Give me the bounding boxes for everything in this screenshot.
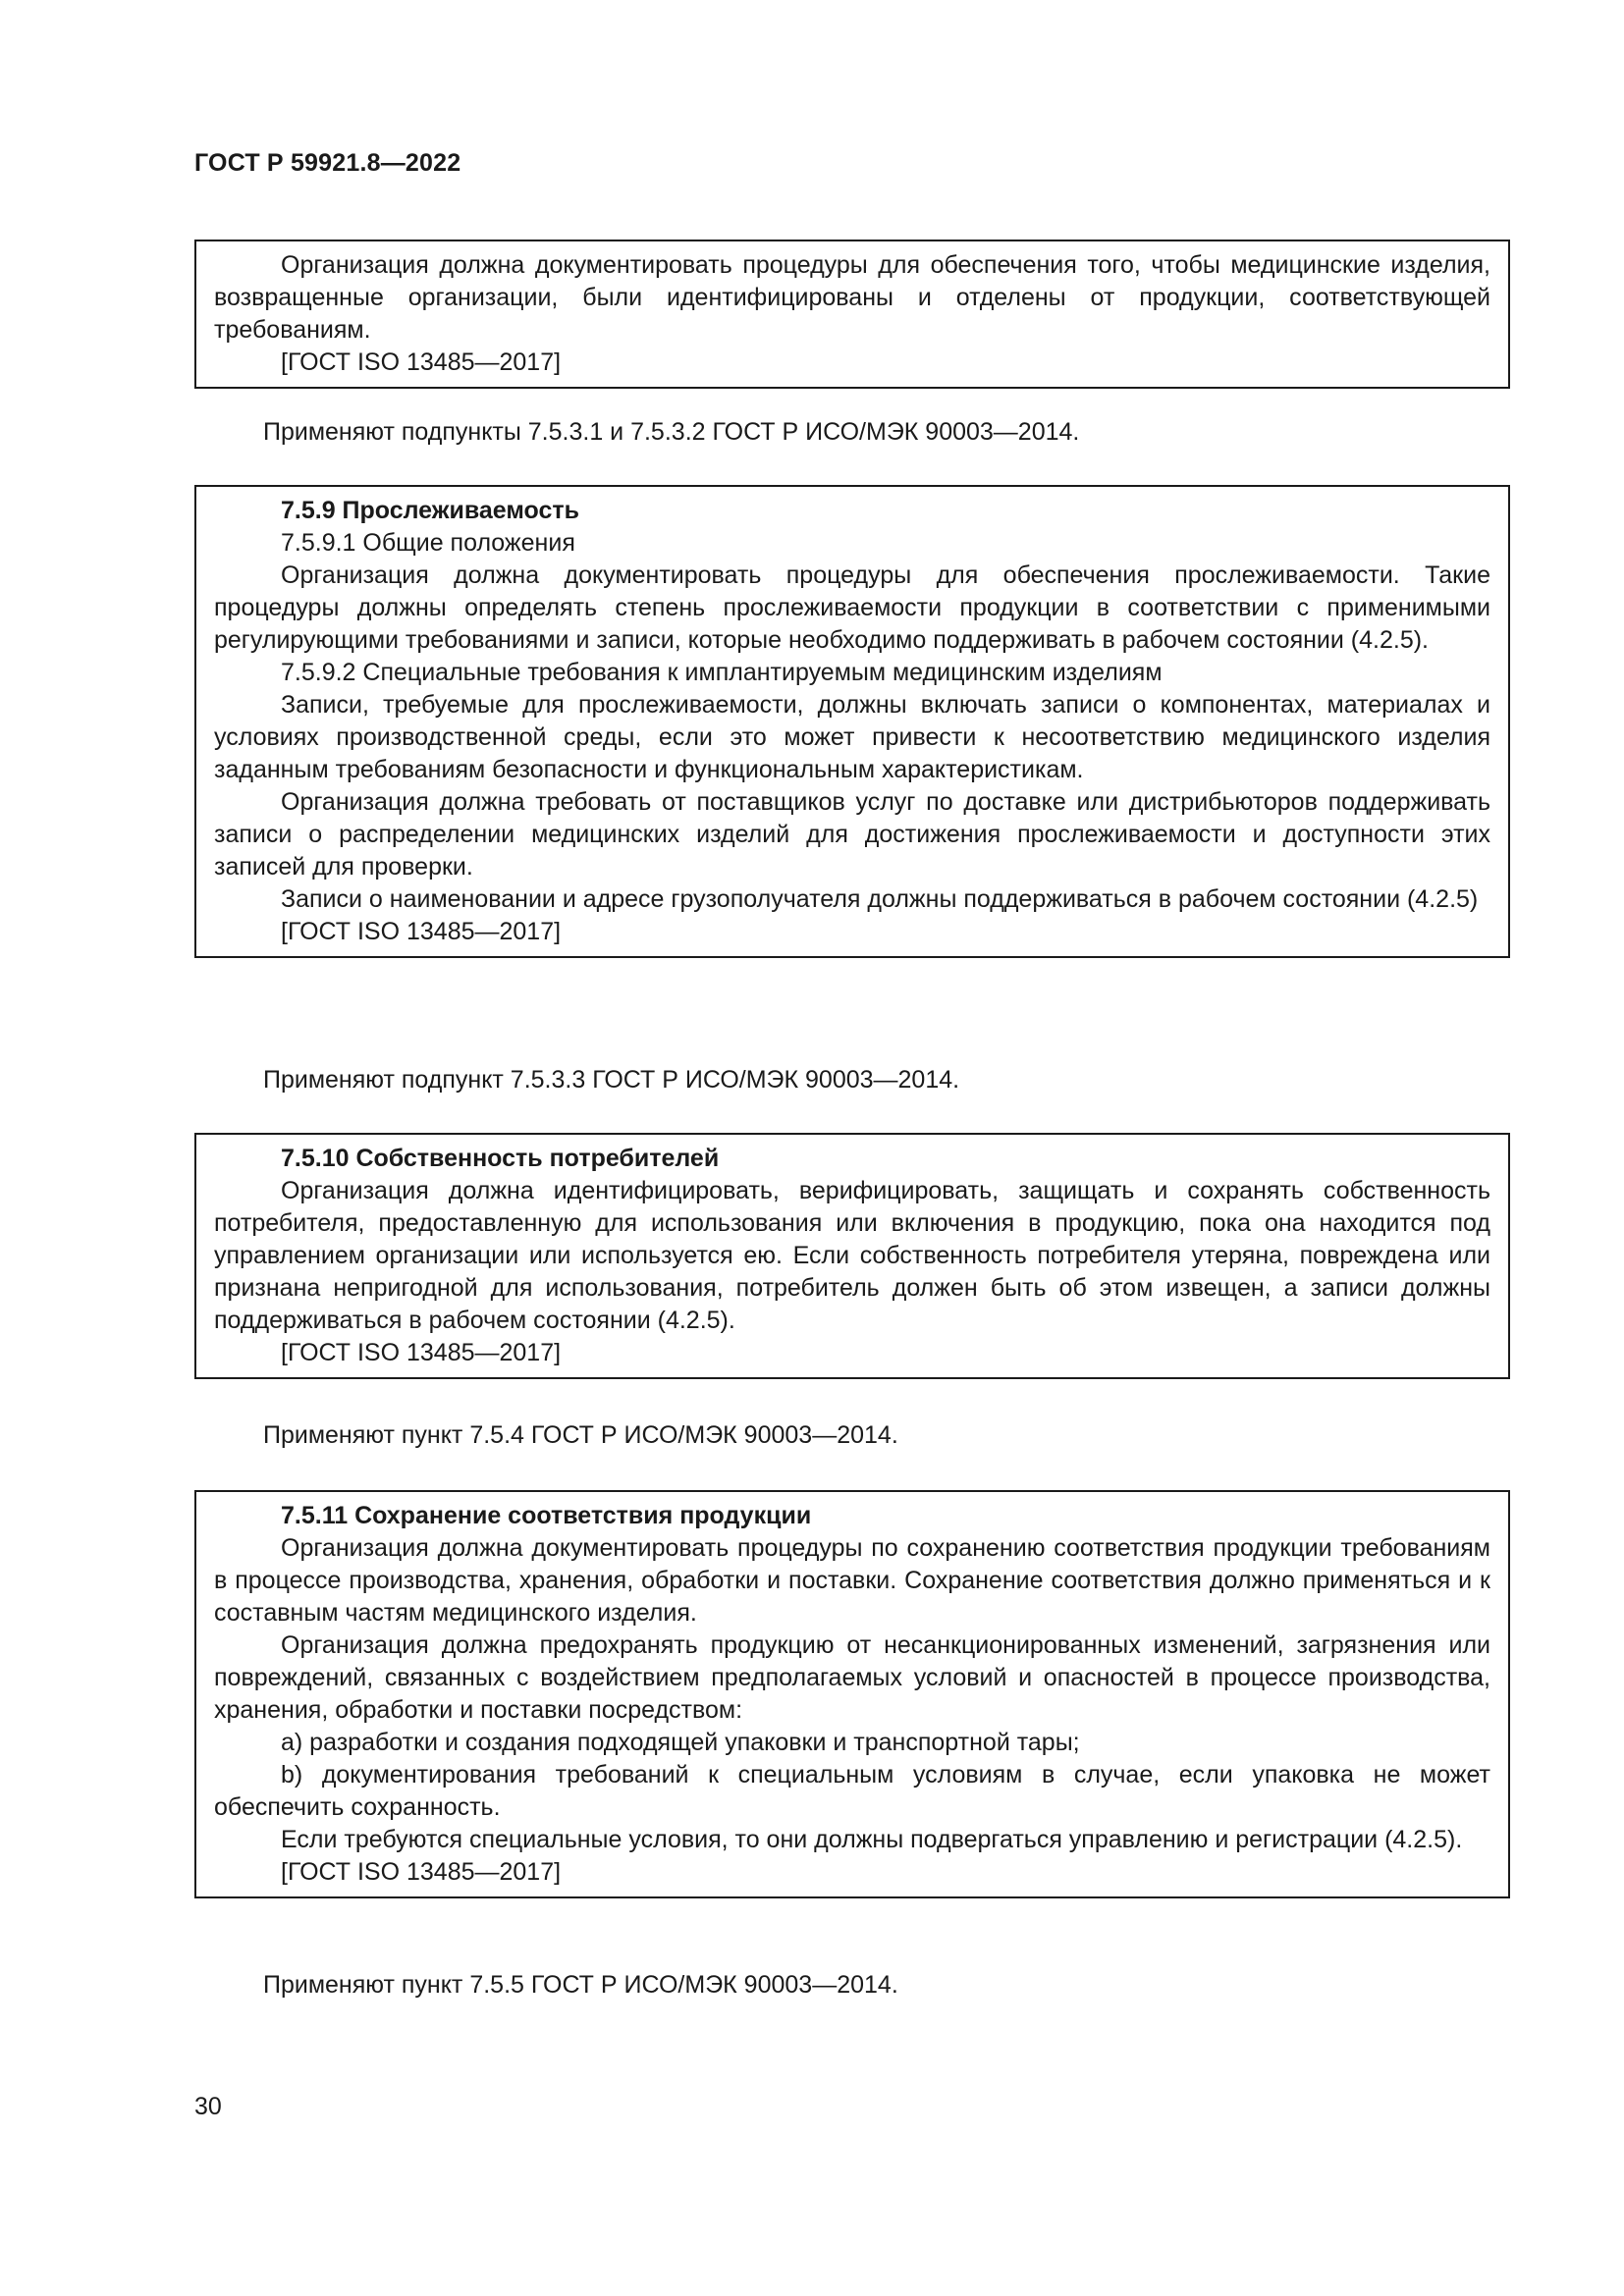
box2-paragraph-4: Записи о наименовании и адресе грузополучателя должны поддерживаться в рабочем состоянии (4.2.5) (281, 885, 1479, 913)
box3-heading (214, 1143, 1490, 1175)
box1-reference: [ГОСТ ISO 13485—2017] (281, 348, 562, 376)
quote-box-returned-devices (194, 240, 1510, 389)
applies-paragraph-1: Применяют подпункты 7.5.3.1 и 7.5.3.2 ГОСТ Р ИСО/МЭК 90003—2014. (263, 418, 1080, 446)
box4-heading-text: 7.5.11 Сохранение соответствия продукции (281, 1502, 812, 1529)
applies-paragraph-2: Применяют подпункт 7.5.3.3 ГОСТ Р ИСО/МЭК 90003—2014. (263, 1066, 960, 1094)
quote-box-preservation (194, 1490, 1510, 1898)
box4-heading (214, 1500, 1490, 1532)
box2-paragraph-3: Организация должна требовать от поставщиков услуг по доставке или дистрибьюторов поддерживать записи о распределении медицинских изделий для достижения прослеживаемости и доступности этих записей для проверки. (214, 788, 1490, 881)
box4-reference: [ГОСТ ISO 13485—2017] (281, 1858, 562, 1886)
box2-heading-text: 7.5.9 Прослеживаемость (281, 497, 579, 524)
box4-paragraph-1: Организация должна документировать процедуры по сохранению соответствия продукции требованиям в процессе производства, хранения, обработки и поставки. Сохранение соответствия должно применяться и к составным частям медицинского изделия. (214, 1534, 1490, 1627)
box2-subheading-2: 7.5.9.2 Специальные требования к имплантируемым медицинским изделиям (281, 659, 1163, 686)
box2-reference: [ГОСТ ISO 13485—2017] (281, 918, 562, 945)
box4-item-a: a) разработки и создания подходящей упаковки и транспортной тары; (281, 1729, 1080, 1756)
box4-paragraph-2: Организация должна предохранять продукцию от несанкционированных изменений, загрязнения или повреждений, связанных с воздействием предполагаемых условий и опасностей в процессе производства, хранения, обработки и поставки посредством: (214, 1631, 1490, 1724)
applies-paragraph-4: Применяют пункт 7.5.5 ГОСТ Р ИСО/МЭК 90003—2014. (263, 1971, 898, 1999)
quote-box-traceability (194, 485, 1510, 958)
quote-box-customer-property (194, 1133, 1510, 1379)
applies-paragraph-3: Применяют пункт 7.5.4 ГОСТ Р ИСО/МЭК 90003—2014. (263, 1421, 898, 1449)
document-header: ГОСТ Р 59921.8—2022 (194, 149, 461, 177)
box2-paragraph-2: Записи, требуемые для прослеживаемости, должны включать записи о компонентах, материалах и условиях производственной среды, если это может привести к несоответствию медицинского изделия заданным требованиям безопасности и функциональным характеристикам. (214, 691, 1490, 783)
page-number: 30 (194, 2093, 222, 2120)
box4-item-b: b) документирования требований к специальным условиям в случае, если упаковка не может обеспечить сохранность. (214, 1761, 1490, 1821)
box3-reference: [ГОСТ ISO 13485—2017] (281, 1339, 562, 1366)
box3-heading-text: 7.5.10 Собственность потребителей (281, 1145, 720, 1172)
box4-paragraph-3: Если требуются специальные условия, то они должны подвергаться управлению и регистрации (4.2.5). (281, 1826, 1463, 1853)
box2-subheading-1: 7.5.9.1 Общие положения (281, 529, 575, 557)
box3-paragraph-1: Организация должна идентифицировать, верифицировать, защищать и сохранять собственность потребителя, предоставленную для использования или включения в продукцию, пока она находится под управлением организации или используется ею. Если собственность потребителя утеряна, повреждена или признана непригодной для использования, потребитель должен быть об этом извещен, а записи должны поддерживаться в рабочем состоянии (4.2.5). (214, 1177, 1490, 1334)
box2-heading (214, 495, 1490, 527)
box2-paragraph-1: Организация должна документировать процедуры для обеспечения прослеживаемости. Такие процедуры должны определять степень прослеживаемости продукции в соответствии с применимыми регулирующими требованиями и записи, которые необходимо поддерживать в рабочем состоянии (4.2.5). (214, 561, 1490, 654)
box1-text: Организация должна документировать процедуры для обеспечения того, чтобы медицинские изделия, возвращенные организации, были идентифицированы и отделены от продукции, соответствующей требованиям. (214, 251, 1490, 344)
